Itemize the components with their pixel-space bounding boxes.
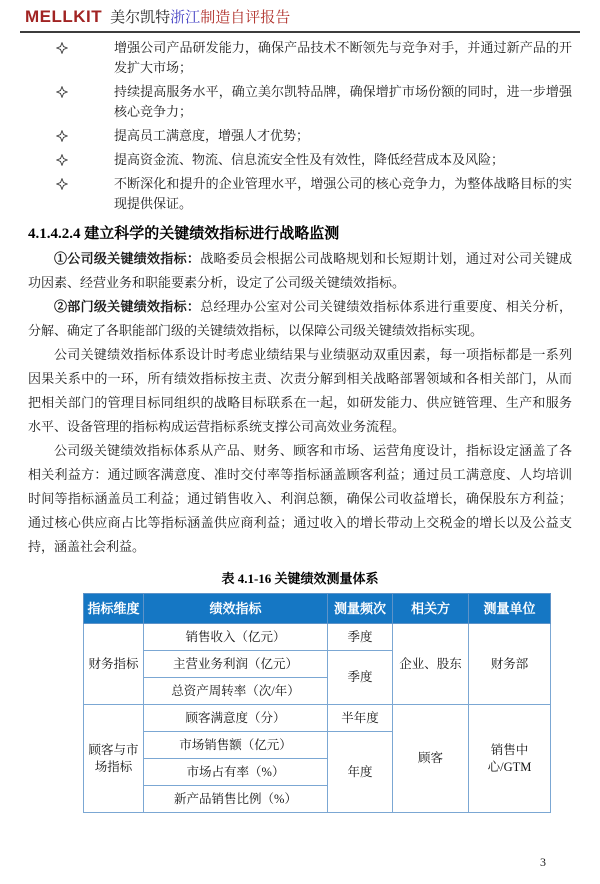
- diamond-bullet-icon: [28, 174, 114, 190]
- header-cell-dimension: 指标维度: [84, 594, 144, 624]
- cell-unit: 财务部: [469, 624, 551, 705]
- table-caption: 表 4.1-16 关键绩效测量体系: [221, 571, 379, 586]
- cell-dimension: 顾客与市场指标: [84, 705, 144, 813]
- diamond-bullet-icon: [28, 126, 114, 142]
- header-rule: [20, 31, 580, 33]
- cell-dimension: 财务指标: [84, 624, 144, 705]
- paragraph-lead: ②部门级关键绩效指标：: [54, 299, 201, 314]
- paragraph: [28, 343, 572, 439]
- list-item: [28, 126, 572, 146]
- header-doc-title: 制造自评报告: [200, 10, 291, 26]
- header-cell-frequency: 测量频次: [328, 594, 393, 624]
- cell-stakeholder: 企业、股东: [393, 624, 469, 705]
- cell-stakeholder: 顾客: [393, 705, 469, 813]
- cell-frequency: 季度: [328, 624, 393, 651]
- header-cell-indicator: 绩效指标: [144, 594, 328, 624]
- bullet-text: 持续提高服务水平，确立美尔凯特品牌，确保增扩市场份额的同时，进一步增强核心竞争力；: [114, 84, 572, 119]
- list-item: [28, 150, 572, 170]
- cell-frequency: 季度: [328, 651, 393, 705]
- table-header-row: [84, 594, 551, 624]
- page-header: [25, 6, 290, 27]
- cell-indicator: 总资产周转率（次/年）: [144, 678, 328, 705]
- paragraph-text: 战略委员会根据公司战略规划和长短期计划，通过对公司关键成功因素、经营业务和职能要素分析，设定了公司级关键绩效指标。: [28, 251, 572, 290]
- paragraph: [28, 295, 572, 343]
- cell-frequency: 半年度: [328, 705, 393, 732]
- paragraph-lead: ①公司级关键绩效指标：: [54, 251, 201, 266]
- page-content: [28, 38, 572, 813]
- bullet-text: 不断深化和提升的企业管理水平，增强公司的核心竞争力，为整体战略目标的实现提供保证。: [114, 176, 572, 211]
- list-item: [28, 174, 572, 214]
- cell-indicator: 新产品销售比例（%）: [144, 786, 328, 813]
- bullet-text: 增强公司产品研发能力，确保产品技术不断领先与竞争对手，并通过新产品的开发扩大市场；: [114, 40, 572, 75]
- header-cell-unit: 测量单位: [469, 594, 551, 624]
- diamond-bullet-icon: [28, 82, 114, 98]
- diamond-bullet-icon: [28, 38, 114, 54]
- bullet-list: [28, 38, 572, 214]
- cell-frequency: 年度: [328, 732, 393, 813]
- cell-indicator: 销售收入（亿元）: [144, 624, 328, 651]
- cell-unit: 销售中心/GTM: [469, 705, 551, 813]
- list-item: [28, 82, 572, 122]
- cell-indicator: 市场销售额（亿元）: [144, 732, 328, 759]
- paragraph-text: 总经理办公室对公司关键绩效指标体系进行重要度、相关分析，分解、确定了各职能部门级的关键绩效指标，以保障公司级关键绩效指标实现。: [28, 299, 572, 338]
- cell-indicator: 市场占有率（%）: [144, 759, 328, 786]
- bullet-text: 提高资金流、物流、信息流安全性及有效性，降低经营成本及风险；: [114, 152, 505, 167]
- table-row: [84, 624, 551, 651]
- paragraph-text: 公司级关键绩效指标体系从产品、财务、顾客和市场、运营角度设计，指标设定涵盖了各相关利益方：通过顾客满意度、准时交付率等指标涵盖顾客利益；通过员工满意度、人均培训时间等指标涵盖员工利益；通过销售收入、利润总额，确保公司收益增长，确保股东方利益；通过核心供应商占比等指标涵盖供应商利益；通过收入的增长带动上交税金的增长以及公益支持，涵盖社会利益。: [28, 443, 572, 554]
- header-region: 浙江: [170, 10, 201, 26]
- diamond-bullet-icon: [28, 150, 114, 166]
- cell-indicator: 顾客满意度（分）: [144, 705, 328, 732]
- page-number: 3: [540, 855, 546, 869]
- list-item: [28, 38, 572, 78]
- header-logo: MELLKIT: [25, 7, 103, 26]
- kpi-table: [83, 593, 551, 813]
- paragraph-text: 公司关键绩效指标体系设计时考虑业绩结果与业绩驱动双重因素，每一项指标都是一系列因果关系中的一环，所有绩效指标按主责、次责分解到相关战略部署领域和各相关部门，从而把相关部门的管理目标同组织的战略目标联系在一起，如研发能力、供应链管理、生产和服务水平、设备管理的指标构成运营指标系统支撑公司高效业务流程。: [28, 347, 572, 434]
- cell-indicator: 主营业务利润（亿元）: [144, 651, 328, 678]
- header-brand: 美尔凯特: [110, 10, 171, 26]
- table-row: [84, 705, 551, 732]
- section-heading: 4.1.4.2.4 建立科学的关键绩效指标进行战略监测: [28, 226, 340, 242]
- paragraph: [28, 439, 572, 559]
- header-cell-stakeholder: 相关方: [393, 594, 469, 624]
- paragraph: [28, 247, 572, 295]
- bullet-text: 提高员工满意度，增强人才优势；: [114, 128, 310, 143]
